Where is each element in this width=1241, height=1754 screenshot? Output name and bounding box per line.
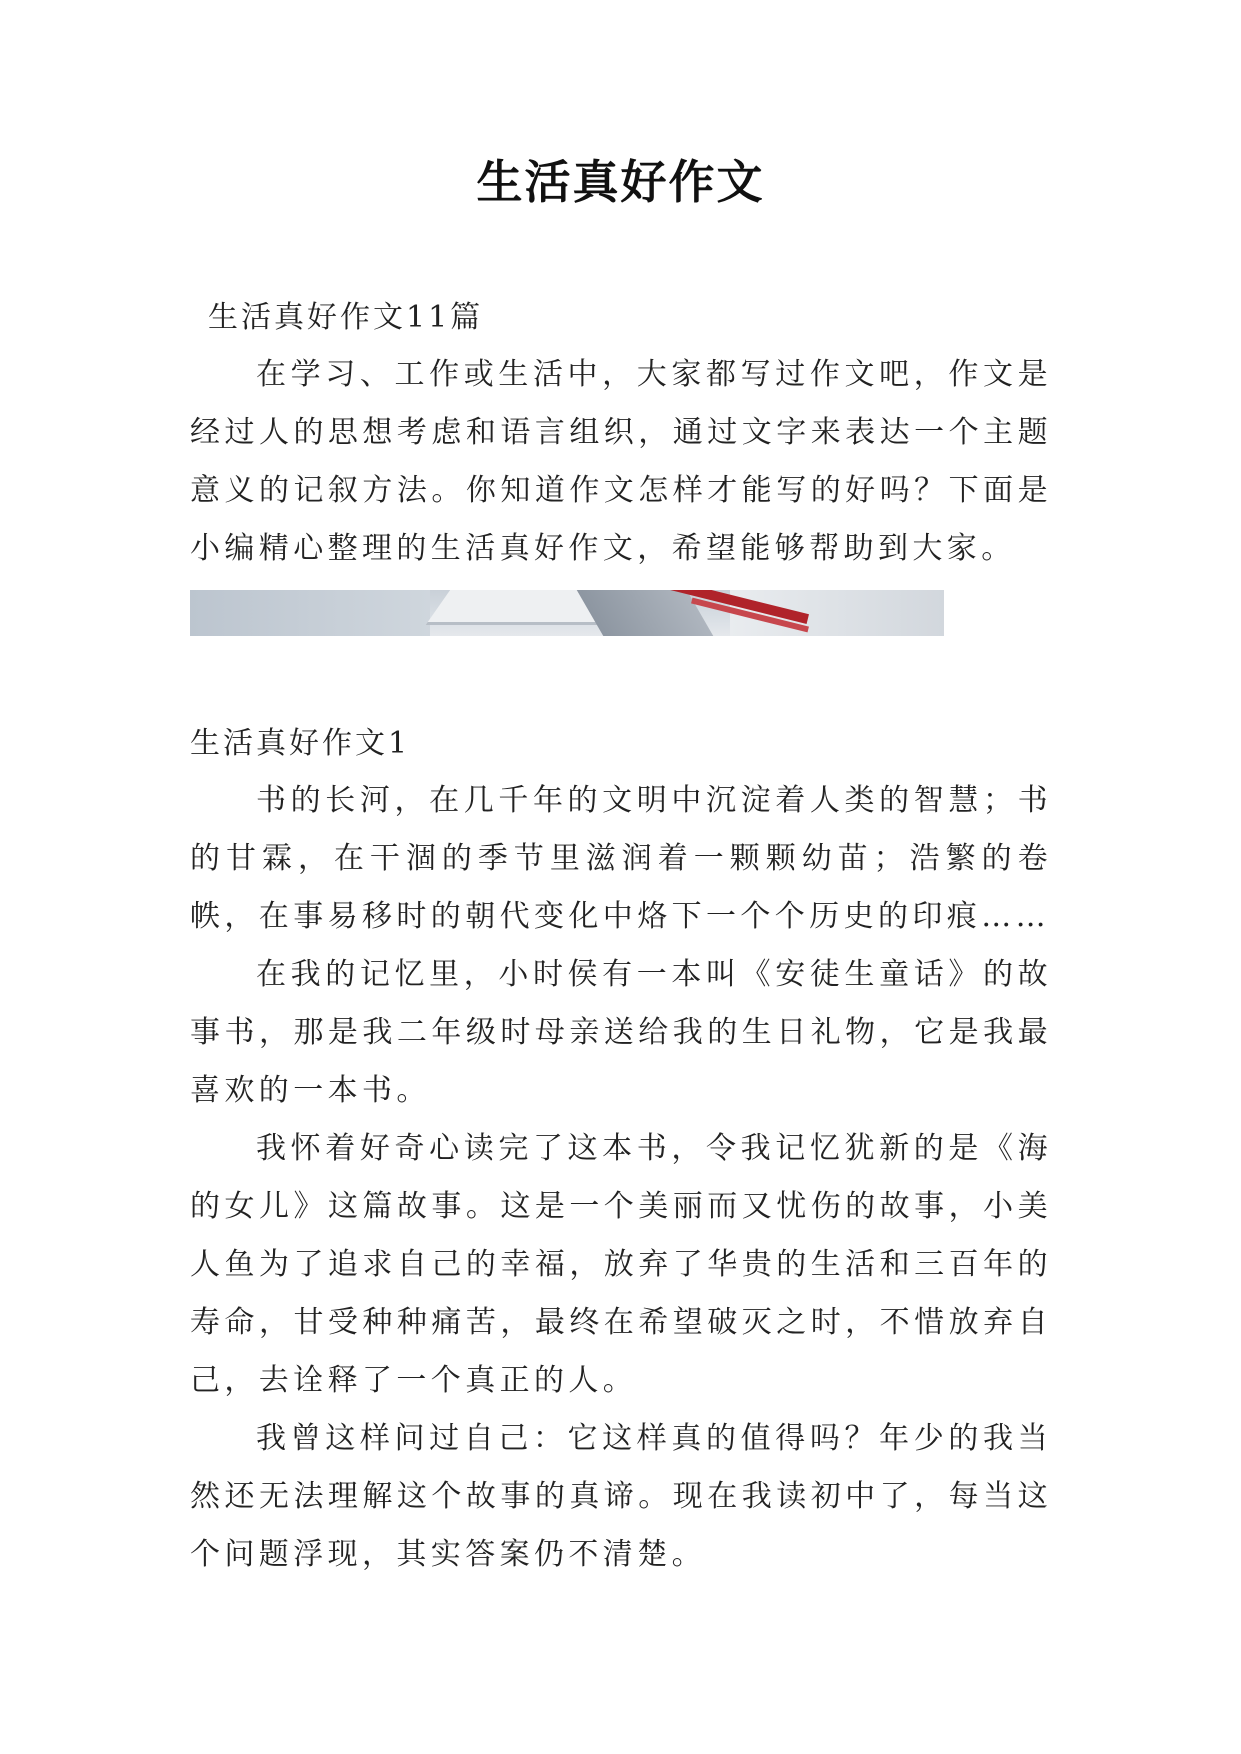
body-paragraph: 书的长河，在几千年的文明中沉淀着人类的智慧；书的甘霖，在干涸的季节里滋润着一颗颗幼苗；浩繁的卷帙，在事易移时的朝代变化中烙下一个个历史的印痕…… [190,783,1052,934]
body-paragraph: 在我的记忆里，小时侯有一本叫《安徒生童话》的故事书，那是我二年级时母亲送给我的生日礼物，它是我最喜欢的一本书。 [190,957,1052,1108]
document-title: 生活真好作文 [476,155,765,209]
body-paragraph: 我曾这样问过自己：它这样真的值得吗？年少的我当然还无法理解这个故事的真谛。现在我读初中了，每当这个问题浮现，其实答案仍不清楚。 [190,1421,1052,1572]
intro-paragraph: 在学习、工作或生活中，大家都写过作文吧，作文是经过人的思想考虑和语言组织，通过文字来表达一个主题意义的记叙方法。你知道作文怎样才能写的好吗？下面是小编精心整理的生活真好作文，希望能够帮助到大家。 [190,357,1052,566]
body-paragraph: 我怀着好奇心读完了这本书，令我记忆犹新的是《海的女儿》这篇故事。这是一个美丽而又忧伤的故事，小美人鱼为了追求自己的幸福，放弃了华贵的生活和三百年的寿命，甘受种种痛苦，最终在希望破灭之时，不惜放弃自己，去诠释了一个真正的人。 [190,1131,1052,1398]
cropped-photo [190,590,944,636]
section-heading: 生活真好作文1 [190,726,411,761]
document-body [190,296,1052,1584]
document-subtitle: 生活真好作文11篇 [208,300,484,335]
